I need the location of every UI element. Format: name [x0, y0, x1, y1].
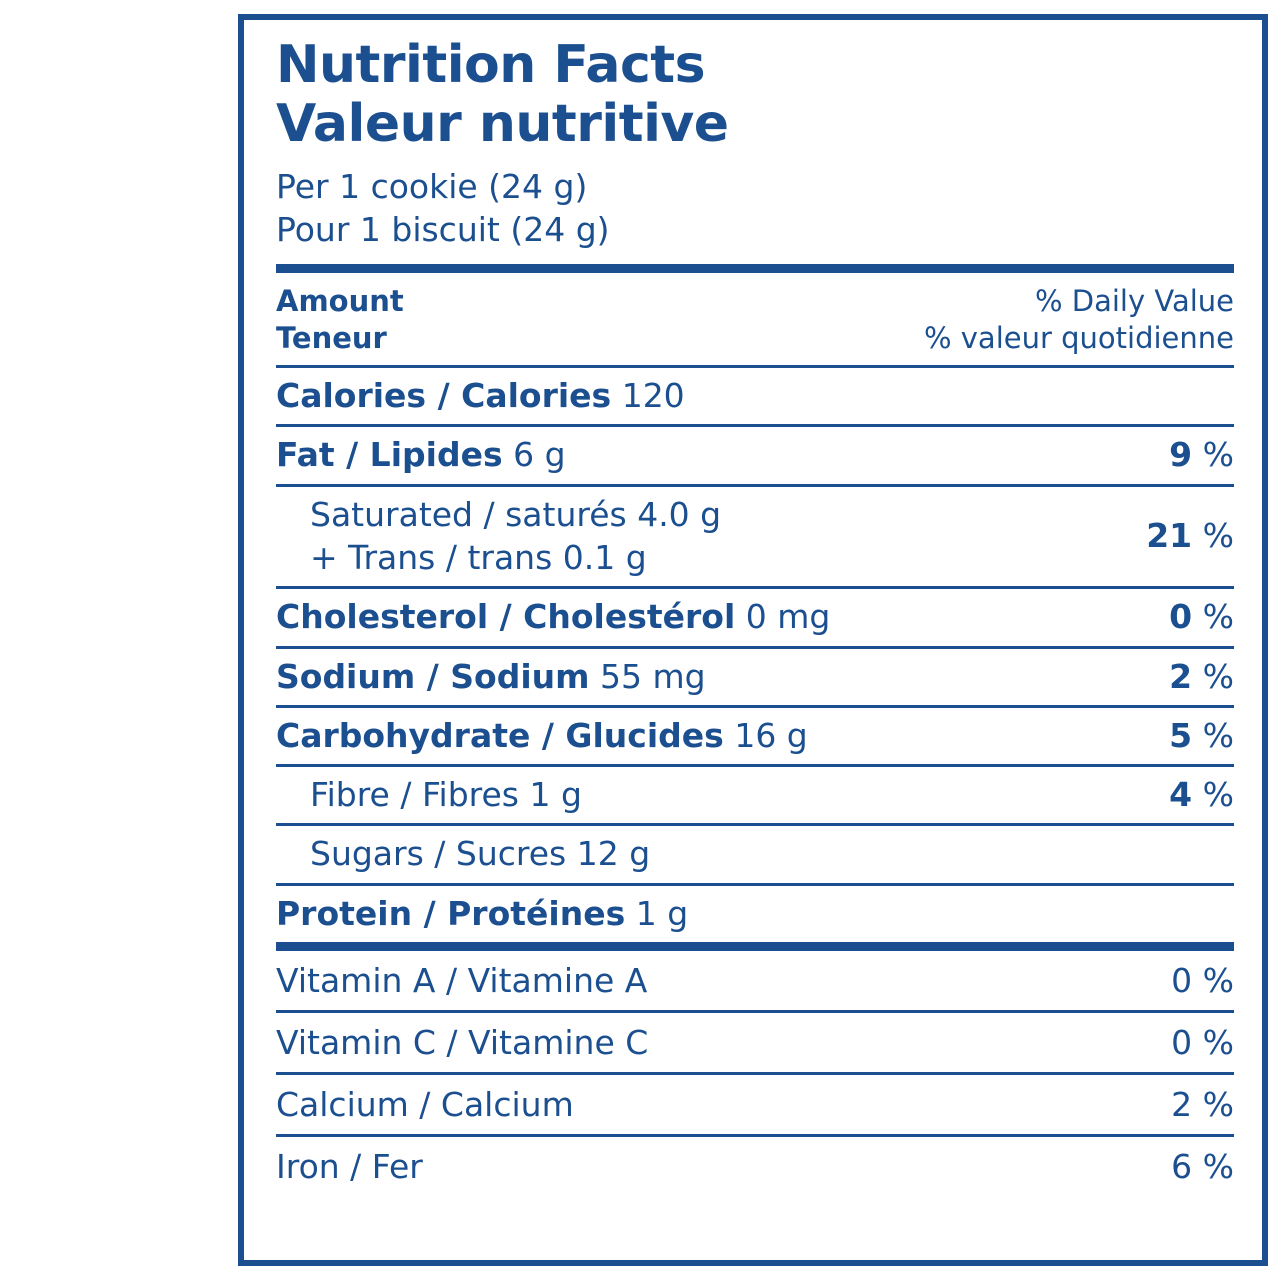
percent-symbol: %	[1202, 656, 1234, 696]
header-amount-fr: Teneur	[276, 321, 387, 356]
row-label-calcium: Calcium / Calcium	[276, 1084, 574, 1124]
row-label-vitamin-c: Vitamin C / Vitamine C	[276, 1022, 649, 1062]
table-row	[276, 767, 1234, 823]
table-row	[276, 886, 1234, 942]
row-dv-carbohydrate: 5	[1169, 715, 1193, 755]
table-row	[276, 826, 1234, 882]
row-value-sodium: 55 mg	[589, 656, 706, 696]
row-dv-saturated-trans: 21	[1146, 516, 1193, 556]
serving-size-fr: Pour 1 biscuit (24 g)	[276, 210, 610, 250]
row-label-calories: Calories / Calories	[276, 376, 612, 416]
table-row	[276, 487, 1234, 587]
row-dv-cholesterol: 0	[1169, 597, 1193, 637]
table-row	[276, 589, 1234, 645]
row-value-cholesterol: 0 mg	[735, 597, 831, 637]
row-label-sodium: Sodium / Sodium	[276, 656, 590, 696]
percent-symbol: %	[1202, 960, 1234, 1000]
percent-symbol: %	[1202, 597, 1234, 637]
row-label-fibre: Fibre / Fibres 1 g	[310, 775, 582, 815]
divider-thick-top	[276, 264, 1234, 273]
label-title-en: Nutrition Facts	[276, 35, 706, 95]
row-label-trans: + Trans / trans 0.1 g	[310, 537, 647, 577]
header-amount-en: Amount	[276, 283, 404, 318]
label-title-fr: Valeur nutritive	[276, 93, 729, 154]
row-value-carbohydrate: 16 g	[723, 715, 808, 755]
row-dv-sodium: 2	[1169, 656, 1193, 696]
row-dv-fibre: 4	[1169, 775, 1193, 815]
row-label-cholesterol: Cholesterol / Cholestérol	[276, 597, 736, 637]
table-row	[276, 427, 1234, 483]
percent-symbol: %	[1202, 1084, 1234, 1124]
row-label-carbohydrate: Carbohydrate / Glucides	[276, 715, 724, 755]
table-header	[276, 273, 1234, 365]
row-label-vitamin-a: Vitamin A / Vitamine A	[276, 960, 648, 1000]
table-row	[276, 708, 1234, 764]
percent-symbol: %	[1202, 715, 1234, 755]
row-label-protein: Protein / Protéines	[276, 893, 626, 933]
table-row	[276, 951, 1234, 1010]
row-dv-iron: 6	[1171, 1146, 1193, 1186]
percent-symbol: %	[1202, 1022, 1234, 1062]
header-daily-value-fr: % valeur quotidienne	[924, 321, 1234, 356]
row-label-fat: Fat / Lipides	[276, 435, 503, 475]
row-dv-calcium: 2	[1171, 1084, 1193, 1124]
table-row	[276, 1013, 1234, 1072]
percent-symbol: %	[1202, 775, 1234, 815]
row-value-protein: 1 g	[625, 893, 689, 933]
percent-symbol: %	[1202, 516, 1234, 556]
row-label-saturated: Saturated / saturés 4.0 g	[310, 494, 722, 534]
row-dv-vitamin-c: 0	[1171, 1022, 1193, 1062]
nutrition-facts-panel	[238, 14, 1268, 1266]
table-row	[276, 1137, 1234, 1196]
row-dv-fat: 9	[1169, 435, 1193, 475]
percent-symbol: %	[1202, 1146, 1234, 1186]
divider-thick-micronutrients	[276, 942, 1234, 951]
row-label-iron: Iron / Fer	[276, 1146, 423, 1186]
table-row	[276, 1075, 1234, 1134]
percent-symbol: %	[1202, 435, 1234, 475]
row-dv-vitamin-a: 0	[1171, 960, 1193, 1000]
table-row	[276, 649, 1234, 705]
table-row	[276, 368, 1234, 424]
row-value-fat: 6 g	[502, 435, 566, 475]
serving-size-en: Per 1 cookie (24 g)	[276, 166, 588, 206]
header-daily-value-en: % Daily Value	[1034, 283, 1234, 318]
row-label-sugars: Sugars / Sucres 12 g	[310, 834, 651, 874]
row-value-calories: 120	[611, 376, 685, 416]
